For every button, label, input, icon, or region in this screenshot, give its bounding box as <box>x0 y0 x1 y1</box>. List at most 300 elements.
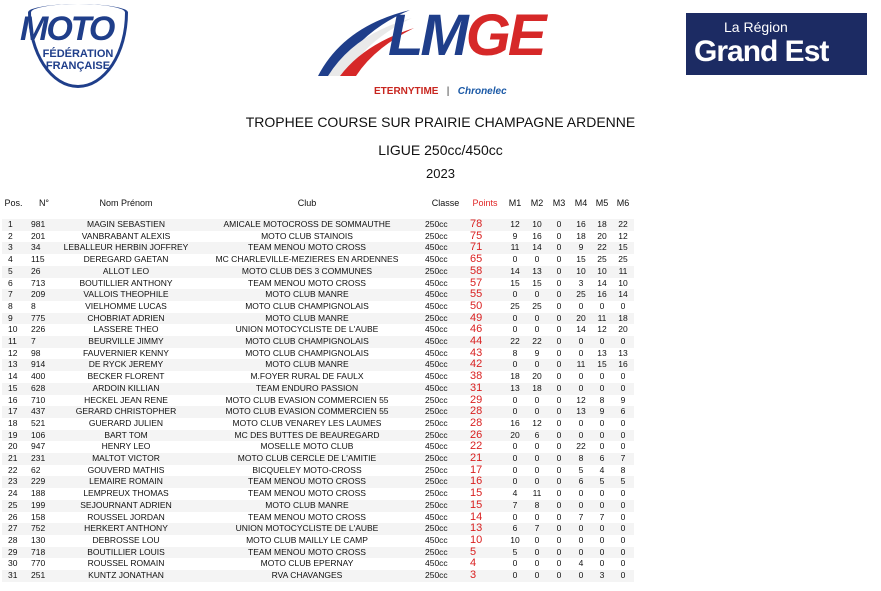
row-m6: 0 <box>612 570 634 582</box>
row-class: 250cc <box>425 453 466 465</box>
row-m1: 10 <box>510 534 520 545</box>
table-row <box>2 242 634 254</box>
col-points: Points <box>472 198 498 208</box>
row-m1: 0 <box>504 289 526 301</box>
row-m2: 20 <box>532 371 542 382</box>
row-club: M.FOYER RURAL DE FAULX <box>250 371 364 382</box>
row-points: 65 <box>470 253 483 266</box>
row-pos: 20 <box>8 441 18 452</box>
row-m4: 0 <box>570 500 592 512</box>
row-m5: 0 <box>599 558 605 569</box>
row-m6: 13 <box>618 347 628 358</box>
row-pos: 19 <box>2 430 25 442</box>
row-class: 250cc <box>425 406 466 418</box>
sponsor-eternytime: ETERNYTIME <box>374 86 439 97</box>
row-points: 15 <box>466 500 504 512</box>
row-m4: 0 <box>570 383 592 395</box>
row-m2: 0 <box>534 558 540 569</box>
col-m1: M1 <box>508 198 522 208</box>
row-points: 57 <box>470 276 483 289</box>
row-m6: 0 <box>620 511 626 522</box>
row-m5: 7 <box>599 511 605 522</box>
row-points: 16 <box>466 476 504 488</box>
row-m1: 22 <box>504 336 526 348</box>
row-m1: 0 <box>504 406 526 418</box>
row-club: MOTO CLUB MAILLY LE CAMP <box>246 534 368 545</box>
row-name: MALTOT VICTOR <box>63 453 189 465</box>
row-m2: 0 <box>534 534 540 545</box>
table-row <box>2 570 634 582</box>
row-m2: 7 <box>526 523 548 535</box>
row-club: MOTO CLUB STAINOIS <box>261 230 353 241</box>
row-class: 250cc <box>425 488 448 499</box>
region-logo-small: La Région <box>724 19 788 35</box>
row-m3: 0 <box>556 254 562 265</box>
row-m5: 18 <box>592 219 612 231</box>
row-m2: 0 <box>526 289 548 301</box>
row-pos: 6 <box>8 277 13 288</box>
row-club: TEAM MENOU MOTO CROSS <box>189 242 425 254</box>
row-m4: 0 <box>578 347 584 358</box>
row-m1: 8 <box>512 347 518 358</box>
row-m5: 13 <box>597 347 607 358</box>
row-m4: 0 <box>570 547 592 559</box>
row-m6: 5 <box>612 476 634 488</box>
row-class: 450cc <box>425 441 448 452</box>
row-name: LASSERE THEO <box>93 324 159 335</box>
row-pos: 25 <box>2 500 25 512</box>
row-m6: 15 <box>612 242 634 254</box>
row-name: GERARD CHRISTOPHER <box>63 406 189 418</box>
table-row <box>2 348 634 360</box>
row-club: TEAM MENOU MOTO CROSS <box>248 511 366 522</box>
col-m4: M4 <box>574 198 588 208</box>
row-points: 14 <box>470 510 483 523</box>
row-m2: 0 <box>526 359 548 371</box>
row-pos: 9 <box>2 313 25 325</box>
table-row <box>2 406 634 418</box>
row-m5: 14 <box>597 277 607 288</box>
row-m5: 0 <box>592 547 612 559</box>
row-m5: 0 <box>599 371 605 382</box>
row-points: 4 <box>470 557 477 570</box>
row-name: HERKERT ANTHONY <box>63 523 189 535</box>
row-m4: 7 <box>578 511 584 522</box>
row-pos: 29 <box>2 547 25 559</box>
row-m3: 0 <box>548 289 570 301</box>
row-name: HENRY LEO <box>101 441 151 452</box>
row-number: 188 <box>31 488 46 499</box>
row-pos: 30 <box>8 558 18 569</box>
row-number: 199 <box>25 500 63 512</box>
row-club: TEAM MENOU MOTO CROSS <box>189 547 425 559</box>
row-pos: 28 <box>8 534 18 545</box>
row-m5: 0 <box>599 300 605 311</box>
row-points: 50 <box>470 299 483 312</box>
row-pos: 11 <box>2 336 25 348</box>
table-row <box>2 324 634 336</box>
region-logo-big: Grand Est <box>694 35 829 68</box>
col-club: Club <box>297 198 317 208</box>
row-club: MOTO CLUB MANRE <box>189 359 425 371</box>
row-club: BICQUELEY MOTO-CROSS <box>252 464 362 475</box>
row-pos: 10 <box>8 324 18 335</box>
row-m4: 11 <box>570 359 592 371</box>
table-row <box>2 301 634 313</box>
row-points: 78 <box>466 219 504 231</box>
col-pos: Pos. <box>4 198 23 208</box>
row-m1: 12 <box>504 219 526 231</box>
row-m4: 12 <box>576 394 586 405</box>
row-name: VANBRABANT ALEXIS <box>81 230 171 241</box>
row-m3: 0 <box>556 230 562 241</box>
row-m6: 7 <box>612 453 634 465</box>
row-class: 250cc <box>425 430 466 442</box>
row-m2: 6 <box>526 430 548 442</box>
row-m3: 0 <box>556 441 562 452</box>
row-m1: 0 <box>504 476 526 488</box>
row-m4: 25 <box>570 289 592 301</box>
row-class: 250cc <box>425 464 448 475</box>
row-m1: 5 <box>504 547 526 559</box>
lmge-sponsors: ETERNYTIME | Chronelec <box>374 86 507 97</box>
table-row <box>2 512 634 524</box>
row-pos: 12 <box>8 347 18 358</box>
row-m2: 11 <box>532 488 542 499</box>
table-row <box>2 336 634 348</box>
row-m3: 0 <box>556 417 562 428</box>
row-m2: 0 <box>526 453 548 465</box>
table-row <box>2 430 634 442</box>
row-m2: 14 <box>526 242 548 254</box>
row-number: 7 <box>25 336 63 348</box>
row-name: ALLOT LEO <box>63 266 189 278</box>
row-m6: 14 <box>612 289 634 301</box>
row-m3: 0 <box>548 266 570 278</box>
row-m1: 0 <box>504 313 526 325</box>
row-class: 450cc <box>425 359 466 371</box>
col-number: N° <box>38 198 50 208</box>
row-club: MOTO CLUB MANRE <box>189 289 425 301</box>
row-m2: 12 <box>532 417 542 428</box>
row-name: DEREGARD GAETAN <box>83 254 169 265</box>
row-m1: 0 <box>512 511 518 522</box>
row-m6: 20 <box>618 324 628 335</box>
row-m6: 0 <box>612 523 634 535</box>
row-m4: 0 <box>570 570 592 582</box>
row-club: MC DES BUTTES DE BEAUREGARD <box>189 430 425 442</box>
row-m5: 12 <box>597 324 607 335</box>
col-name: Nom Prénom <box>99 198 153 208</box>
row-m5: 25 <box>597 254 607 265</box>
row-pos: 27 <box>2 523 25 535</box>
row-m1: 15 <box>510 277 520 288</box>
row-pos: 23 <box>2 476 25 488</box>
table-row <box>2 371 634 383</box>
table-row <box>2 418 634 430</box>
row-m4: 5 <box>578 464 584 475</box>
row-m1: 25 <box>510 300 520 311</box>
row-m1: 0 <box>512 254 518 265</box>
table-row <box>2 558 634 570</box>
row-m6: 0 <box>620 371 626 382</box>
row-m2: 0 <box>534 464 540 475</box>
row-m5: 0 <box>592 523 612 535</box>
row-m5: 22 <box>592 242 612 254</box>
row-m2: 9 <box>534 347 540 358</box>
row-points: 26 <box>466 430 504 442</box>
row-m4: 0 <box>578 300 584 311</box>
row-m6: 10 <box>618 277 628 288</box>
row-m6: 22 <box>612 219 634 231</box>
row-club: MOTO CLUB CHAMPIGNOLAIS <box>245 300 369 311</box>
row-m5: 0 <box>592 383 612 395</box>
row-class: 450cc <box>425 534 448 545</box>
table-row <box>2 523 634 535</box>
row-m6: 8 <box>620 464 626 475</box>
row-m5: 5 <box>592 476 612 488</box>
row-name: GOUVERD MATHIS <box>87 464 165 475</box>
row-class: 250cc <box>425 394 448 405</box>
row-pos: 26 <box>8 511 18 522</box>
ffm-logo-subtitle <box>32 48 124 72</box>
lmge-wordmark: LMGE <box>388 3 544 68</box>
row-name: BEURVILLE JIMMY <box>63 336 189 348</box>
row-m2: 18 <box>526 383 548 395</box>
row-m1: 0 <box>504 453 526 465</box>
row-m6: 0 <box>612 500 634 512</box>
row-points: 17 <box>470 463 483 476</box>
row-m6: 0 <box>620 558 626 569</box>
row-points: 55 <box>466 289 504 301</box>
row-m1: 0 <box>512 464 518 475</box>
row-points: 15 <box>470 487 483 500</box>
row-m3: 0 <box>556 558 562 569</box>
row-m6: 9 <box>620 394 626 405</box>
row-class: 250cc <box>425 219 466 231</box>
row-class: 450cc <box>425 277 448 288</box>
row-m1: 14 <box>504 266 526 278</box>
table-row <box>2 465 634 477</box>
document-year: 2023 <box>426 166 455 181</box>
row-points: 58 <box>466 266 504 278</box>
row-number: 229 <box>25 476 63 488</box>
table-row <box>2 231 634 243</box>
row-m5: 0 <box>599 488 605 499</box>
row-number: 26 <box>25 266 63 278</box>
table-row <box>2 453 634 465</box>
row-number: 400 <box>31 371 46 382</box>
row-m5: 9 <box>592 406 612 418</box>
row-m3: 0 <box>548 547 570 559</box>
row-points: 43 <box>470 346 483 359</box>
ffm-logo <box>18 4 138 88</box>
row-m2: 0 <box>526 570 548 582</box>
row-m3: 0 <box>556 371 562 382</box>
row-club: TEAM ENDURO PASSION <box>189 383 425 395</box>
row-m4: 16 <box>570 219 592 231</box>
table-row <box>2 441 634 453</box>
row-m1: 9 <box>512 230 518 241</box>
row-points: 71 <box>466 242 504 254</box>
row-number: 752 <box>25 523 63 535</box>
row-m3: 0 <box>556 347 562 358</box>
row-number: 251 <box>25 570 63 582</box>
ffm-sub1: FÉDÉRATION <box>42 48 114 60</box>
row-class: 250cc <box>425 547 466 559</box>
row-points: 5 <box>466 547 504 559</box>
row-pos: 5 <box>2 266 25 278</box>
row-m4: 10 <box>570 266 592 278</box>
row-m2: 25 <box>532 300 542 311</box>
row-name: DE RYCK JEREMY <box>63 359 189 371</box>
row-m3: 0 <box>556 300 562 311</box>
row-points: 13 <box>466 523 504 535</box>
row-name: FAUVERNIER KENNY <box>83 347 169 358</box>
row-m1: 0 <box>512 558 518 569</box>
row-name: VIELHOMME LUCAS <box>85 300 167 311</box>
row-m4: 13 <box>570 406 592 418</box>
row-class: 450cc <box>425 254 448 265</box>
row-m6: 0 <box>612 383 634 395</box>
row-club: MOTO CLUB CERCLE DE L'AMITIE <box>189 453 425 465</box>
row-number: 226 <box>31 324 46 335</box>
row-m6: 16 <box>612 359 634 371</box>
page-header <box>0 0 881 110</box>
table-header-row <box>2 196 634 210</box>
row-m4: 15 <box>576 254 586 265</box>
row-m5: 0 <box>592 430 612 442</box>
row-points: 22 <box>470 440 483 453</box>
row-pos: 22 <box>8 464 18 475</box>
row-number: 209 <box>25 289 63 301</box>
row-m4: 6 <box>570 476 592 488</box>
table-row <box>2 289 634 301</box>
row-m2: 8 <box>526 500 548 512</box>
row-class: 250cc <box>425 570 466 582</box>
row-m3: 0 <box>548 476 570 488</box>
row-number: 718 <box>25 547 63 559</box>
row-m1: 20 <box>504 430 526 442</box>
row-club: RVA CHAVANGES <box>189 570 425 582</box>
row-m3: 0 <box>548 336 570 348</box>
row-points: 75 <box>470 229 483 242</box>
row-class: 250cc <box>425 313 466 325</box>
row-m2: 0 <box>534 324 540 335</box>
row-m3: 0 <box>548 242 570 254</box>
row-number: 770 <box>31 558 46 569</box>
row-club: MOTO CLUB MANRE <box>189 313 425 325</box>
row-pos: 14 <box>8 371 18 382</box>
row-m5: 16 <box>592 289 612 301</box>
col-class: Classe <box>431 198 460 208</box>
row-number: 201 <box>31 230 46 241</box>
row-name: KUNTZ JONATHAN <box>63 570 189 582</box>
row-m6: 0 <box>612 336 634 348</box>
region-grand-est-logo <box>686 13 867 75</box>
row-m1: 16 <box>510 417 520 428</box>
row-m4: 20 <box>570 313 592 325</box>
document-title: TROPHEE COURSE SUR PRAIRIE CHAMPAGNE ARDENNE <box>245 114 636 130</box>
row-class: 450cc <box>425 371 448 382</box>
row-m4: 0 <box>578 534 584 545</box>
row-class: 450cc <box>425 383 466 395</box>
row-m2: 0 <box>534 441 540 452</box>
row-class: 450cc <box>425 511 448 522</box>
row-m6: 0 <box>620 488 626 499</box>
row-class: 450cc <box>425 558 448 569</box>
row-name: SEJOURNANT ADRIEN <box>63 500 189 512</box>
row-name: ROUSSEL ROMAIN <box>87 558 165 569</box>
row-pos: 1 <box>2 219 25 231</box>
row-m4: 18 <box>576 230 586 241</box>
row-name: DEBROSSE LOU <box>92 534 160 545</box>
row-m2: 15 <box>532 277 542 288</box>
row-club: MOTO CLUB EVASION COMMERCIEN 55 <box>189 406 425 418</box>
row-m5: 0 <box>599 441 605 452</box>
row-club: TEAM MENOU MOTO CROSS <box>248 488 366 499</box>
row-m3: 0 <box>548 359 570 371</box>
row-points: 42 <box>466 359 504 371</box>
row-m3: 0 <box>556 534 562 545</box>
row-m4: 0 <box>570 430 592 442</box>
row-number: 231 <box>25 453 63 465</box>
row-m5: 0 <box>599 417 605 428</box>
row-points: 31 <box>466 383 504 395</box>
row-m2: 22 <box>526 336 548 348</box>
row-m5: 8 <box>599 394 605 405</box>
row-number: 158 <box>31 511 46 522</box>
table-row <box>2 254 634 266</box>
row-m4: 14 <box>576 324 586 335</box>
row-club: AMICALE MOTOCROSS DE SOMMAUTHE <box>189 219 425 231</box>
row-m5: 10 <box>592 266 612 278</box>
table-row <box>2 476 634 488</box>
row-name: ARDOIN KILLIAN <box>63 383 189 395</box>
row-points: 44 <box>466 336 504 348</box>
row-m4: 0 <box>570 336 592 348</box>
row-class: 250cc <box>425 500 466 512</box>
row-m3: 0 <box>548 570 570 582</box>
row-m6: 12 <box>618 230 628 241</box>
row-m1: 0 <box>512 324 518 335</box>
row-m1: 7 <box>504 500 526 512</box>
row-club: MOTO CLUB CHAMPIGNOLAIS <box>189 336 425 348</box>
row-number: 628 <box>25 383 63 395</box>
row-m1: 0 <box>512 394 518 405</box>
row-name: LEMPREUX THOMAS <box>83 488 169 499</box>
row-m6: 6 <box>612 406 634 418</box>
row-points: 38 <box>470 370 483 383</box>
row-number: 34 <box>25 242 63 254</box>
table-row <box>2 547 634 559</box>
row-pos: 13 <box>2 359 25 371</box>
row-points: 46 <box>470 323 483 336</box>
row-m2: 0 <box>526 406 548 418</box>
row-m3: 0 <box>548 430 570 442</box>
row-m4: 9 <box>570 242 592 254</box>
row-club: TEAM MENOU MOTO CROSS <box>248 277 366 288</box>
row-pos: 17 <box>2 406 25 418</box>
row-name: BECKER FLORENT <box>87 371 165 382</box>
table-row <box>2 219 634 231</box>
row-m3: 0 <box>556 324 562 335</box>
row-m1: 13 <box>504 383 526 395</box>
row-m4: 0 <box>578 371 584 382</box>
sponsor-chronelec: Chronelec <box>457 86 507 97</box>
row-class: 450cc <box>425 242 466 254</box>
row-club: MOTO CLUB EVASION COMMERCIEN 55 <box>225 394 389 405</box>
